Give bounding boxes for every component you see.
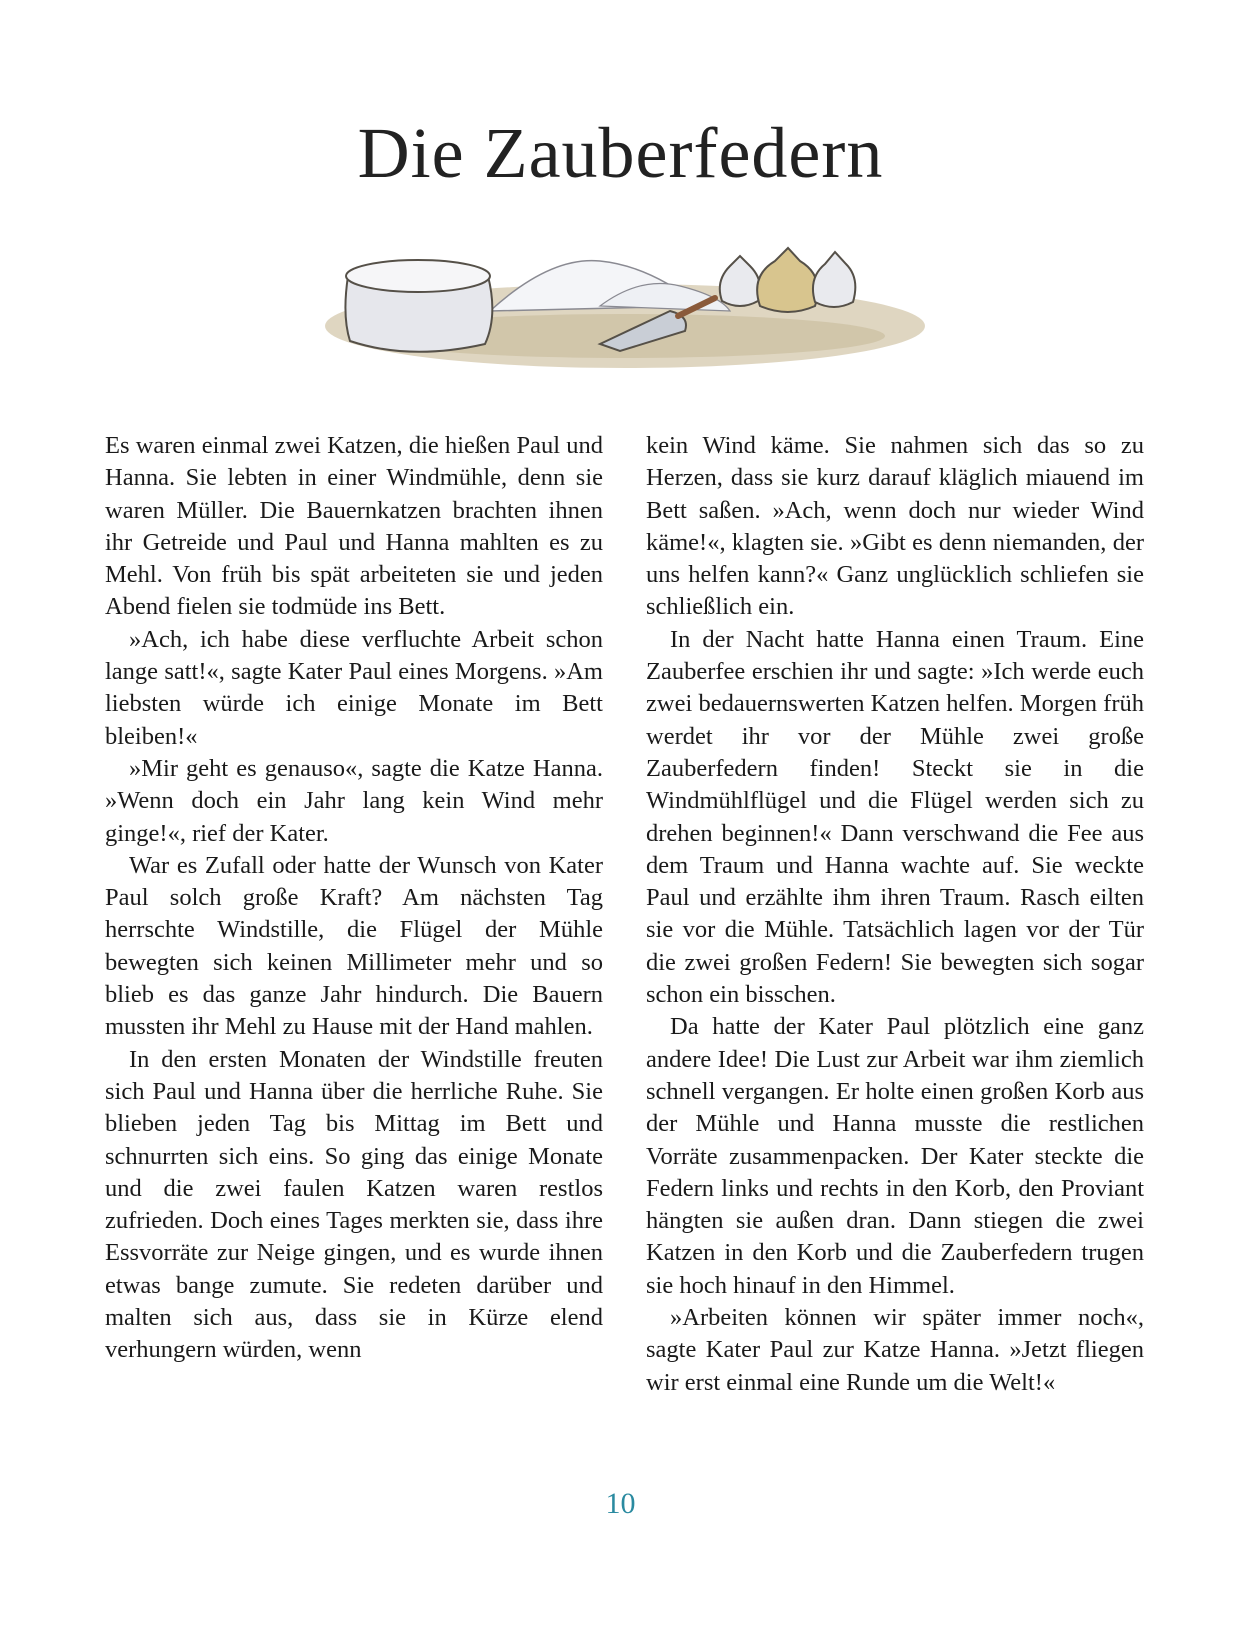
text-column-left [105, 430, 603, 1367]
paragraph: Da hatte der Kater Paul plötzlich eine ganz andere Idee! Die Lust zur Arbeit war ihm ziemlich schnell vergangen. Er holte einen großen Korb aus der Mühle und Hanna musste die restlichen Vorräte zusammenpacken. Der Kater steckte die Federn links und rechts in den Korb, den Proviant hängten sie außen dran. Dann stiegen die zwei Katzen in den Korb und die Zauberfedern trugen sie hoch hinauf in den Himmel. [646, 1013, 1144, 1299]
paragraph: »Arbeiten können wir später immer noch«, sagte Kater Paul zur Katze Hanna. »Jetzt fliegen wir erst einmal eine Runde um die Welt!« [646, 1304, 1144, 1396]
bag-middle [757, 248, 818, 312]
paragraph: »Mir geht es genauso«, sagte die Katze Hanna. »Wenn doch ein Jahr lang kein Wind mehr ginge!«, rief der Kater. [105, 754, 603, 847]
paragraph: Es waren einmal zwei Katzen, die hießen Paul und Hanna. Sie lebten in einer Windmühle, denn sie waren Müller. Die Bauernkatzen brachten ihnen ihr Getreide und Paul und Hanna mahlten es zu Mehl. Von früh bis spät arbeiteten sie und jeden Abend fielen sie todmüde ins Bett. [105, 432, 603, 621]
flour-sacks-and-scoop-illustration [320, 236, 930, 376]
text-column-right [646, 430, 1144, 1399]
flour-sack-opening [346, 260, 490, 292]
paragraph: In der Nacht hatte Hanna einen Traum. Eine Zauberfee erschien ihr und sagte: »Ich werde euch zwei bedauernswerten Katzen helfen. Morgen früh werdet ihr vor der Mühle zwei große Zauberfedern finden! Steckt sie in die Windmühlflügel und die Flügel werden sich zu drehen beginnen!« Dann verschwand die Fee aus dem Traum und Hanna wachte auf. Sie weckte Paul und erzählte ihm ihren Traum. Rasch eilten sie vor die Mühle. Tatsächlich lagen vor der Tür die zwei großen Federn! Sie bewegten sich sogar schon ein bisschen. [646, 625, 1144, 1009]
paragraph: In den ersten Monaten der Windstille freuten sich Paul und Hanna über die herrliche Ruhe. Sie blieben jeden Tag bis Mittag im Bett und schnurrten sich eins. So ging das einige Monate und die zwei faulen Katzen waren restlos zufrieden. Doch eines Tages merkten sie, dass ihre Essvorräte zur Neige gingen, und es wurde ihnen etwas bange zumute. Sie redeten darüber und malten sich aus, dass sie in Kürze elend verhungern würden, wenn [105, 1045, 603, 1364]
paragraph: »Ach, ich habe diese verfluchte Arbeit schon lange satt!«, sagte Kater Paul eines Morgens. »Am liebsten würde ich einige Monate im Bett bleiben!« [105, 625, 603, 750]
paragraph: kein Wind käme. Sie nahmen sich das so zu Herzen, dass sie kurz darauf kläglich miauend im Bett saßen. »Ach, wenn doch nur wieder Wind käme!«, klagten sie. »Gibt es denn niemanden, der uns helfen kann?« Ganz unglücklich schliefen sie schließlich ein. [646, 432, 1144, 621]
chapter-title: Die Zauberfedern [357, 113, 884, 193]
bag-right [813, 252, 855, 307]
page-number: 10 [605, 1487, 636, 1520]
bag-left [720, 256, 760, 306]
paragraph: War es Zufall oder hatte der Wunsch von Kater Paul solch große Kraft? Am nächsten Tag herrschte Windstille, die Flügel der Mühle bewegten sich keinen Millimeter mehr und so blieb es das ganze Jahr hindurch. Die Bauern mussten ihr Mehl zu Hause mit der Hand mahlen. [105, 851, 603, 1041]
